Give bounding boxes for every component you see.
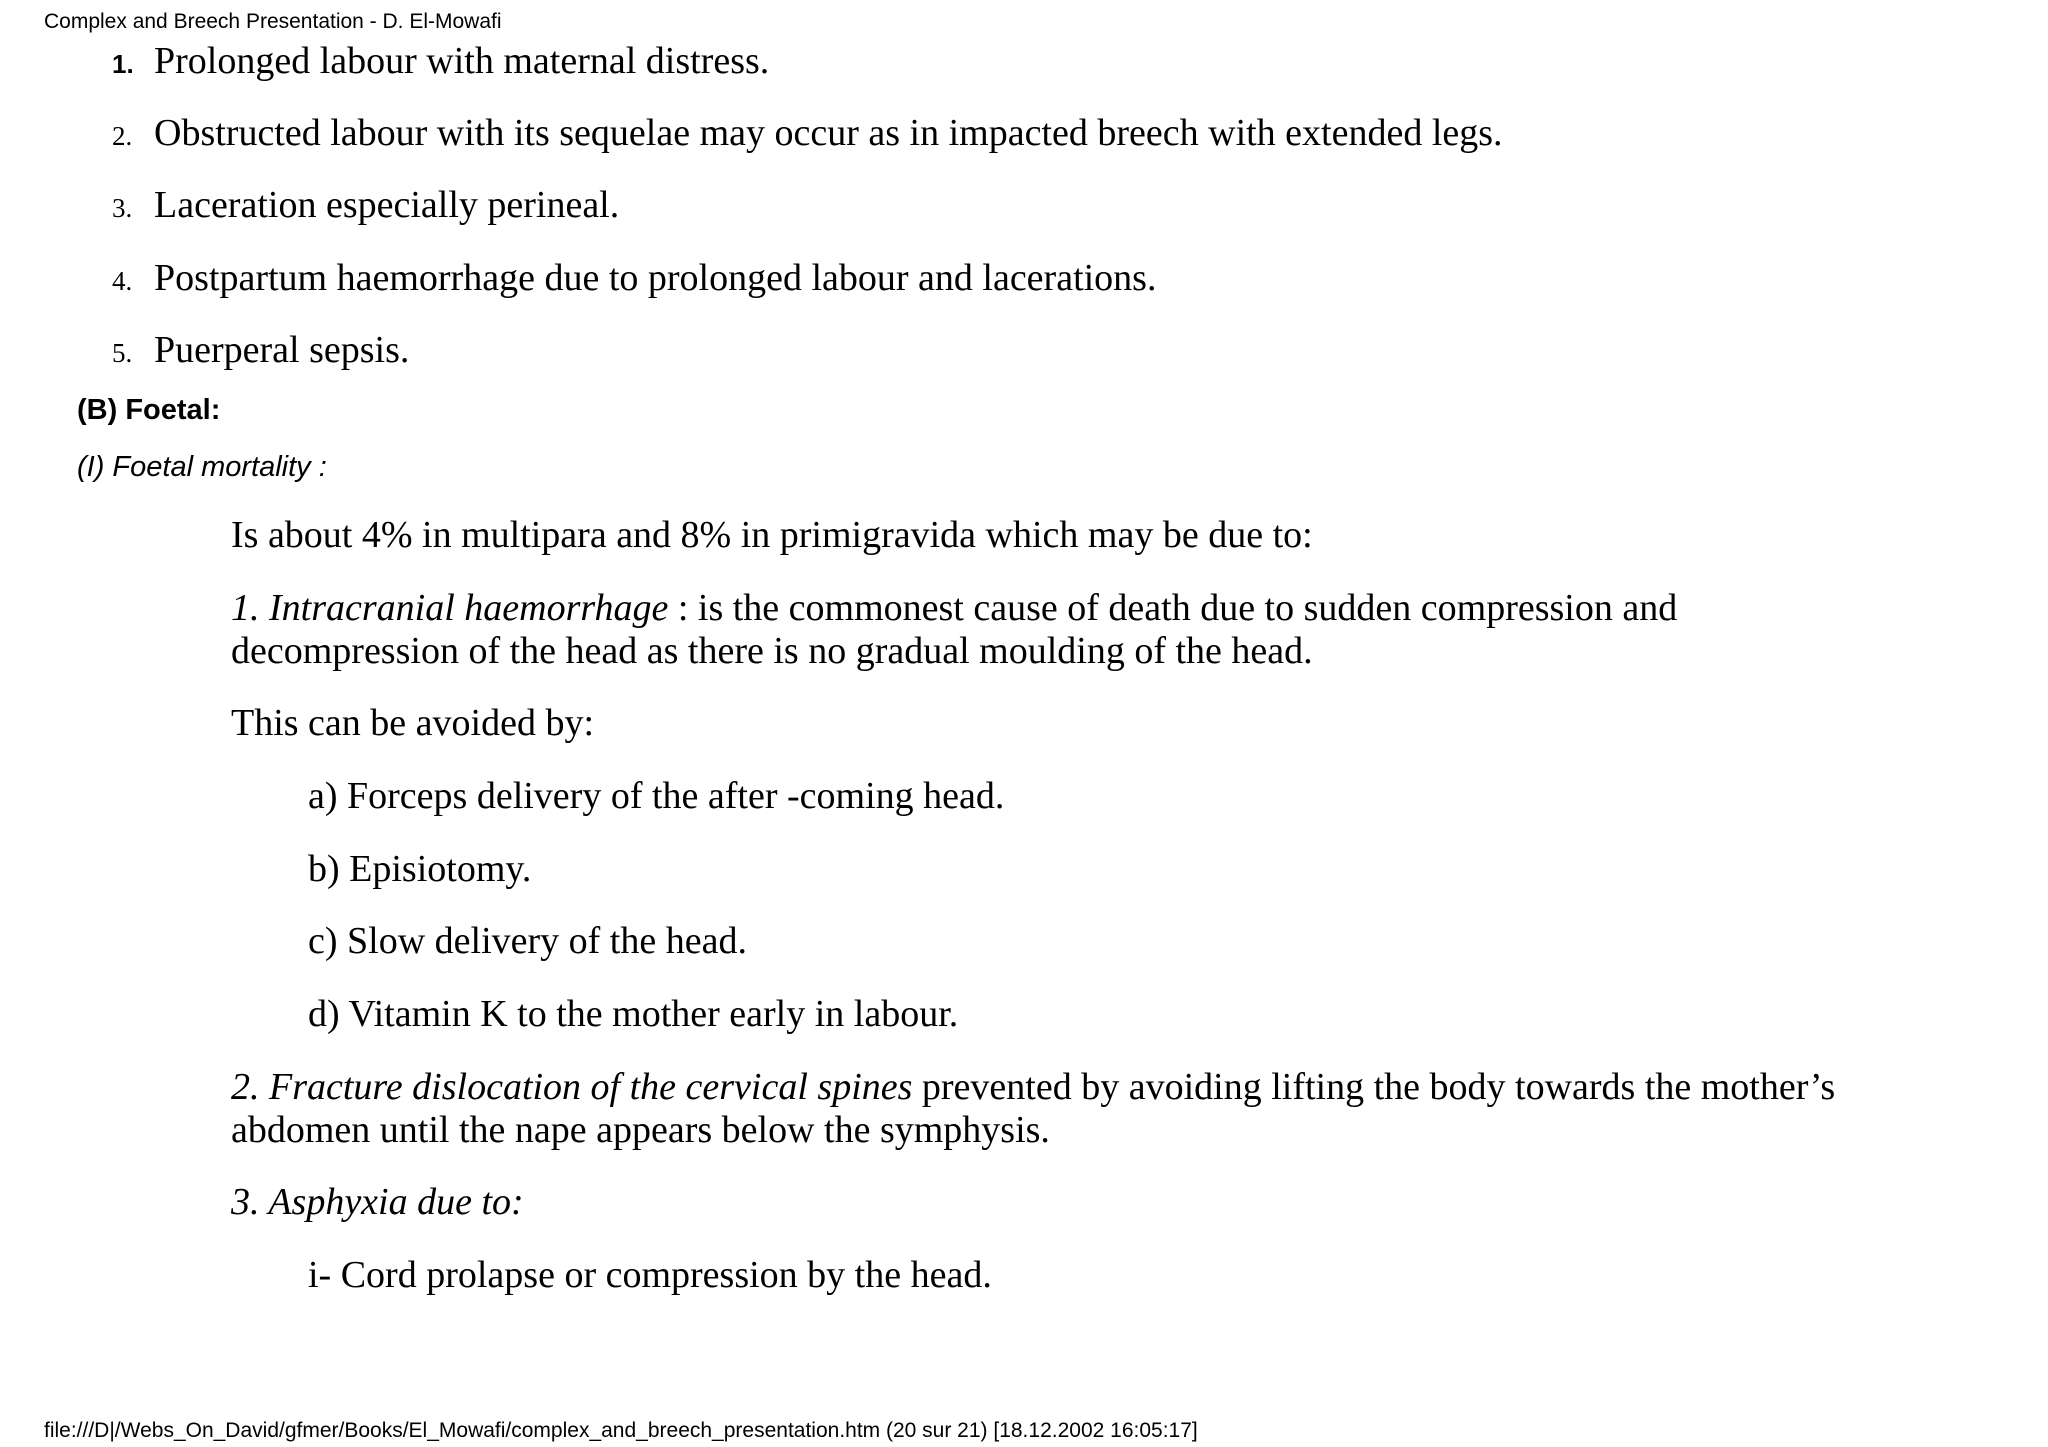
avoid-item: d) Vitamin K to the mother early in labour. — [308, 993, 959, 1035]
cause-title: 3. Asphyxia due to: — [231, 1181, 524, 1223]
list-number: 3. — [112, 193, 133, 223]
intro-paragraph: Is about 4% in multipara and 8% in primigravida which may be due to: — [231, 514, 1313, 556]
list-item — [112, 184, 619, 228]
list-number: 1. — [112, 49, 134, 79]
cause-paragraph — [231, 1066, 1835, 1152]
cause-text: prevented by avoiding lifting the body towards the mother’s — [912, 1066, 1836, 1108]
cause-text: : is the commonest cause of death due to sudden compression and — [668, 587, 1678, 629]
list-text: Postpartum haemorrhage due to prolonged labour and lacerations. — [154, 257, 1157, 299]
page-header-title: Complex and Breech Presentation - D. El-Mowafi — [44, 10, 502, 33]
sub-heading: (I) Foetal mortality : — [77, 451, 327, 483]
list-number: 5. — [112, 338, 133, 368]
list-number: 4. — [112, 266, 133, 296]
avoid-intro: This can be avoided by: — [231, 702, 595, 744]
cause-title: 2. Fracture dislocation of the cervical spines — [231, 1066, 913, 1108]
cause-title: 1. Intracranial haemorrhage — [231, 587, 669, 629]
list-text: Puerperal sepsis. — [154, 329, 410, 371]
list-text: Laceration especially perineal. — [154, 184, 620, 226]
section-heading: (B) Foetal: — [77, 394, 221, 426]
list-item — [112, 40, 769, 84]
cause-text-continued: decompression of the head as there is no gradual moulding of the head. — [231, 630, 1313, 672]
list-text: Obstructed labour with its sequelae may occur as in impacted breech with extended legs. — [154, 112, 1503, 154]
cause-text-continued: abdomen until the nape appears below the symphysis. — [231, 1109, 1050, 1151]
avoid-item: b) Episiotomy. — [308, 848, 532, 890]
list-number: 2. — [112, 121, 133, 151]
asphyxia-item: i- Cord prolapse or compression by the head. — [308, 1254, 992, 1296]
list-item — [112, 257, 1156, 301]
avoid-item: c) Slow delivery of the head. — [308, 920, 747, 962]
list-item — [112, 329, 409, 373]
avoid-item: a) Forceps delivery of the after -coming head. — [308, 775, 1005, 817]
page-footer-url: file:///D|/Webs_On_David/gfmer/Books/El_Mowafi/complex_and_breech_presentation.htm (20 sur 21) [18.12.2002 16:05:17] — [44, 1419, 1198, 1442]
list-text: Prolonged labour with maternal distress. — [154, 40, 770, 82]
cause-paragraph — [231, 587, 1677, 673]
list-item — [112, 112, 1503, 156]
